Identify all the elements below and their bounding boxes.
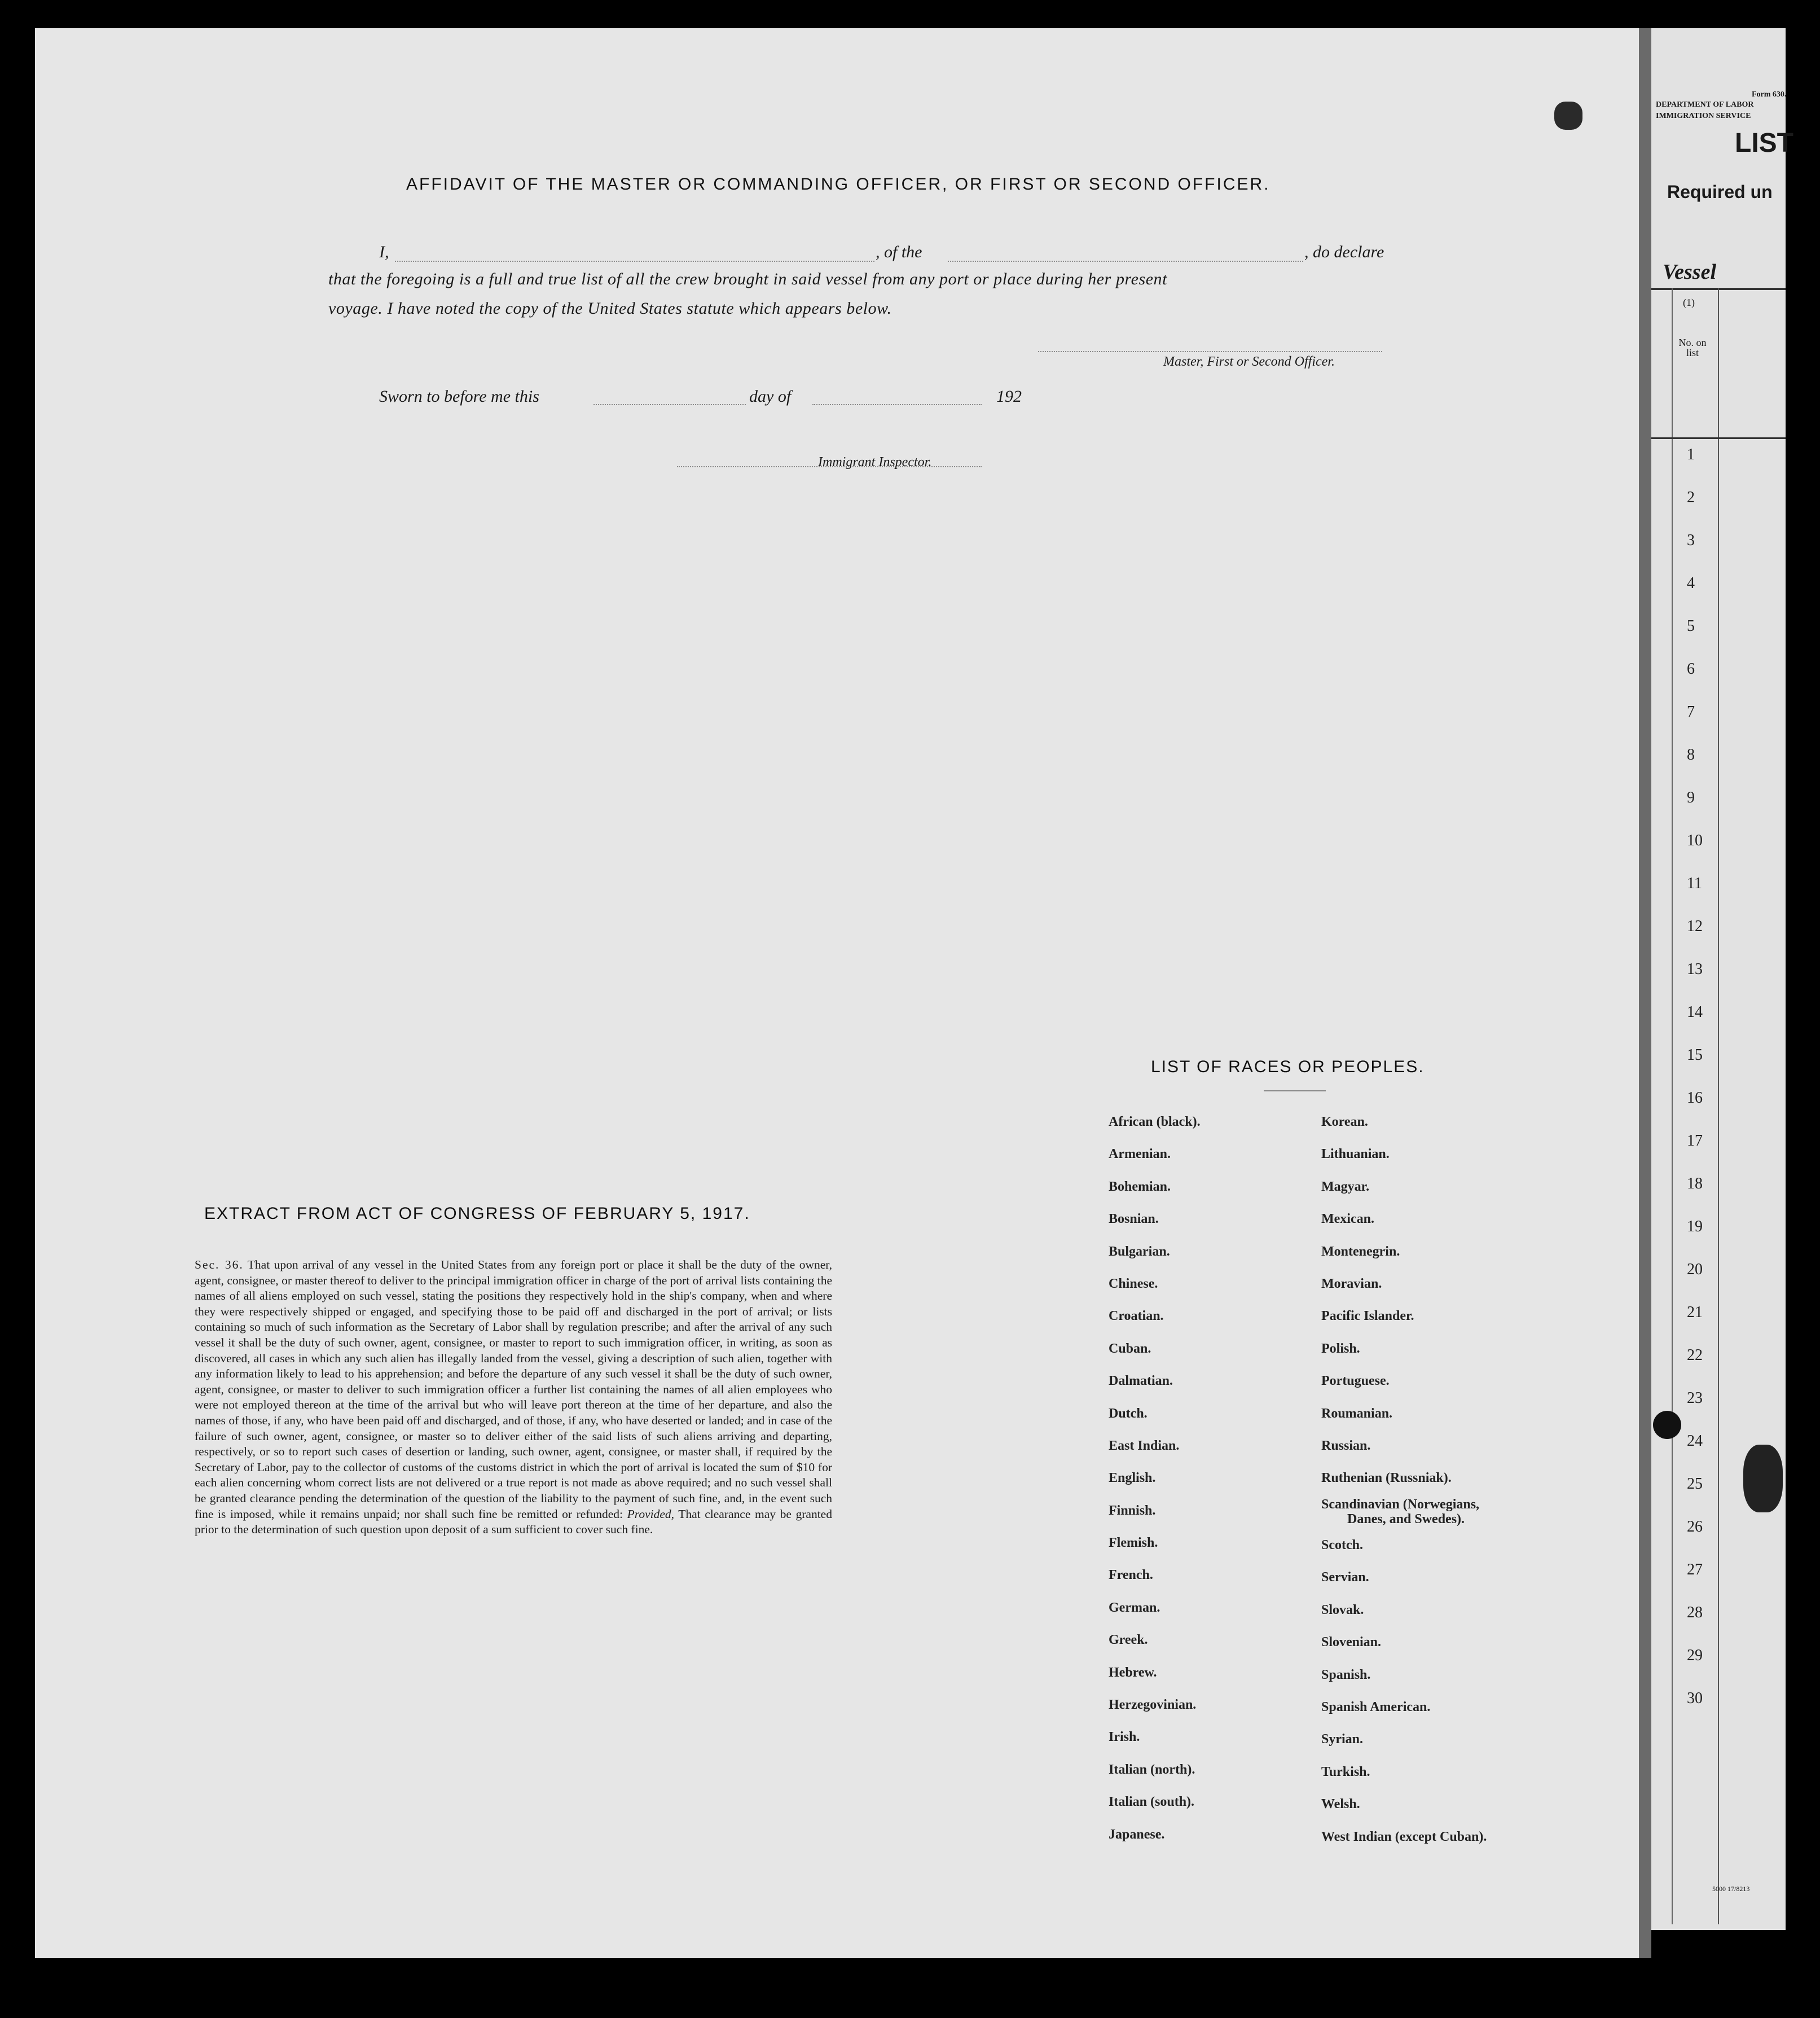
- extract-sec-label: Sec. 36.: [195, 1258, 244, 1271]
- required-under: Required un: [1667, 182, 1773, 202]
- list-title: LIST: [1735, 128, 1793, 158]
- row-number: 12: [1687, 918, 1703, 935]
- race-item: Finnish.: [1109, 1503, 1156, 1518]
- row-number: 25: [1687, 1475, 1703, 1493]
- race-item: Herzegovinian.: [1109, 1697, 1197, 1713]
- column-number: (1): [1683, 297, 1695, 308]
- affidavit-title: AFFIDAVIT OF THE MASTER OR COMMANDING OFFICER, OR FIRST OR SECOND OFFICER.: [406, 175, 1271, 194]
- race-item: English.: [1109, 1471, 1156, 1486]
- race-item: Cuban.: [1109, 1341, 1151, 1356]
- race-item: Scotch.: [1321, 1538, 1363, 1553]
- race-item: Flemish.: [1109, 1536, 1158, 1551]
- master-signature-label: Master, First or Second Officer.: [1163, 354, 1335, 369]
- row-number: 20: [1687, 1261, 1703, 1278]
- race-item: Turkish.: [1321, 1764, 1370, 1779]
- row-number: 22: [1687, 1346, 1703, 1364]
- extract-text-b: That clearance may be granted prior to the determination of such question upon deposit of a sum sufficient to cover such fine.: [195, 1507, 832, 1537]
- row-number: 30: [1687, 1690, 1703, 1707]
- race-item: Chinese.: [1109, 1276, 1158, 1291]
- race-item: Bosnian.: [1109, 1212, 1159, 1227]
- sworn-day-line: [594, 404, 746, 405]
- race-item: [1321, 1495, 1487, 1529]
- race-item: Ruthenian (Russniak).: [1321, 1471, 1452, 1486]
- row-number: 2: [1687, 489, 1695, 506]
- race-scandinavian-cont: Danes, and Swedes).: [1347, 1511, 1465, 1526]
- row-number: 6: [1687, 660, 1695, 678]
- extract-provided: Provided,: [627, 1507, 675, 1521]
- ink-blot-mark: [1743, 1445, 1783, 1512]
- affidavit-line-2: voyage. I have noted the copy of the United States statute which appears below.: [328, 299, 892, 318]
- race-item: Armenian.: [1109, 1147, 1171, 1162]
- race-item: Lithuanian.: [1321, 1147, 1390, 1162]
- row-number: 9: [1687, 789, 1695, 806]
- row-number: 10: [1687, 832, 1703, 849]
- next-page-strip: [1650, 28, 1793, 1930]
- row-number: 23: [1687, 1389, 1703, 1407]
- row-number: 24: [1687, 1432, 1703, 1450]
- race-item: Spanish.: [1321, 1667, 1371, 1682]
- row-number: 26: [1687, 1518, 1703, 1536]
- row-number: 19: [1687, 1218, 1703, 1235]
- race-item: Slovak.: [1321, 1602, 1364, 1617]
- inspector-label: Immigrant Inspector.: [818, 455, 932, 470]
- column-rule: [1718, 288, 1719, 1924]
- affidavit-i: I,: [379, 243, 389, 261]
- extract-body: [195, 1257, 832, 1538]
- race-item: East Indian.: [1109, 1438, 1180, 1453]
- race-item: Portuguese.: [1321, 1374, 1390, 1389]
- race-item: Italian (north).: [1109, 1762, 1195, 1777]
- row-number: 17: [1687, 1132, 1703, 1150]
- affidavit-line-1: that the foregoing is a full and true list of all the crew brought in said vessel from any port or place during her present: [328, 270, 1167, 288]
- form-number: Form 630.: [1752, 90, 1787, 99]
- row-number: 11: [1687, 875, 1702, 892]
- affidavit-do-declare: , do declare: [1304, 243, 1384, 261]
- row-number: 21: [1687, 1304, 1703, 1321]
- form-dept: DEPARTMENT OF LABOR: [1656, 100, 1754, 109]
- race-item: African (black).: [1109, 1115, 1201, 1129]
- affidavit-of-the: , of the: [876, 243, 922, 261]
- column-rule-left: [1672, 288, 1673, 1924]
- race-item: French.: [1109, 1568, 1153, 1583]
- extract-title: EXTRACT FROM ACT OF CONGRESS OF FEBRUARY 5, 1917.: [204, 1204, 750, 1223]
- race-item: Polish.: [1321, 1341, 1360, 1356]
- row-number: 8: [1687, 746, 1695, 764]
- master-name-line: [395, 261, 874, 262]
- row-number: 29: [1687, 1647, 1703, 1664]
- race-item: Pacific Islander.: [1321, 1309, 1414, 1324]
- race-item: Magyar.: [1321, 1179, 1370, 1194]
- race-item: Italian (south).: [1109, 1795, 1195, 1810]
- race-scandinavian: Scandinavian (Norwegians,: [1321, 1497, 1480, 1512]
- master-signature-line: [1038, 351, 1382, 352]
- race-item: Slovenian.: [1321, 1635, 1382, 1650]
- row-number: 18: [1687, 1175, 1703, 1192]
- race-item: Dutch.: [1109, 1406, 1148, 1421]
- row-number: 1: [1687, 446, 1695, 463]
- race-item: Servian.: [1321, 1570, 1369, 1585]
- race-item: Croatian.: [1109, 1309, 1164, 1324]
- sworn-text: Sworn to before me this: [379, 387, 539, 406]
- no-on-list-header: No. on list: [1678, 337, 1707, 358]
- extract-text-a: That upon arrival of any vessel in the United States from any foreign port or place it shall be the duty of the owner, agent, consignee, or master thereof to deliver to the principal immigration officer in charge of the port of arrival lists containing the names of all aliens employed on such vessel, stating the positions they respectively hold in the ship's company, when and where they were respectively shipped or engaged, and specifying those to be paid off and discharged in the port of arrival; or lists containing so much of such information as the Secretary of Labor shall by regulation prescribe; and after the arrival of any such vessel it shall be the duty of such owner, agent, consignee, or master to report to such immigration officer, in writing, as soon as discovered, all cases in which any such alien has illegally landed from the vessel, giving a description of such alien, together with any information likely to lead to his apprehension; and before the departure of any such vessel it shall be the duty of such owner, agent, consignee, or master to deliver to such immigration officer a further list containing the names of all alien employees who were not employed thereon at the time of the arrival but who will leave port thereon at the time of her departure, and also the names of those, if any, who have been paid off and discharged, and of those, if any, who have deserted or landed; and in case of the failure of such owner, agent, consignee, or master so to deliver either of the said lists of such aliens arriving and departing, respectively, or so to report such cases of desertion or landing, such owner, agent, consignee, or master shall, if required by the Secretary of Labor, pay to the collector of customs of the customs district in which the port of arrival is located the sum of $10 for each alien concerning whom correct lists are not delivered or a true report is not made as above required; and no such vessel shall be granted clearance pending the determination of the question of the liability to the payment of such fine, and, in the event such fine is imposed, while it remains unpaid; nor shall such fine be remitted or refunded:: [195, 1258, 832, 1521]
- races-column-2: [1321, 1106, 1487, 1853]
- form-footer-number: 5000 17/8213: [1712, 1885, 1750, 1893]
- race-item: Roumanian.: [1321, 1406, 1393, 1421]
- vessel-label: Vessel: [1663, 260, 1716, 284]
- races-title: LIST OF RACES OR PEOPLES.: [1151, 1058, 1425, 1076]
- row-number: 14: [1687, 1003, 1703, 1021]
- race-item: Hebrew.: [1109, 1665, 1157, 1680]
- race-item: Bulgarian.: [1109, 1244, 1170, 1259]
- race-item: West Indian (except Cuban).: [1321, 1829, 1487, 1844]
- header-bottom-rule: [1650, 437, 1786, 439]
- race-item: Moravian.: [1321, 1276, 1382, 1291]
- row-number: 27: [1687, 1561, 1703, 1578]
- row-number: 15: [1687, 1046, 1703, 1064]
- sworn-month-line: [812, 404, 982, 405]
- row-number: 4: [1687, 574, 1695, 592]
- row-number: 7: [1687, 703, 1695, 721]
- row-number: 28: [1687, 1604, 1703, 1621]
- race-item: Syrian.: [1321, 1732, 1364, 1747]
- races-title-rule: [1264, 1090, 1326, 1091]
- row-number: 3: [1687, 532, 1695, 549]
- race-item: Spanish American.: [1321, 1700, 1431, 1715]
- race-item: German.: [1109, 1600, 1160, 1615]
- row-number: 13: [1687, 960, 1703, 978]
- race-item: Montenegrin.: [1321, 1244, 1400, 1259]
- race-item: Irish.: [1109, 1730, 1140, 1745]
- race-item: Russian.: [1321, 1438, 1371, 1453]
- race-item: Korean.: [1321, 1115, 1368, 1129]
- page-gutter-shadow: [1639, 28, 1651, 1958]
- race-item: Bohemian.: [1109, 1179, 1171, 1194]
- race-item: Welsh.: [1321, 1797, 1360, 1812]
- row-number: 16: [1687, 1089, 1703, 1107]
- race-item: Dalmatian.: [1109, 1374, 1173, 1389]
- sworn-year: 192: [996, 387, 1022, 406]
- sworn-day-of: day of: [749, 387, 792, 406]
- races-column-1: [1109, 1106, 1201, 1851]
- race-item: Greek.: [1109, 1633, 1148, 1648]
- race-item: Japanese.: [1109, 1827, 1165, 1842]
- race-item: Mexican.: [1321, 1212, 1374, 1227]
- torn-corner-mark: [1554, 102, 1582, 130]
- form-service: IMMIGRATION SERVICE: [1656, 112, 1751, 120]
- ink-blot-mark: [1653, 1411, 1681, 1439]
- vessel-name-line: [948, 261, 1303, 262]
- row-number: 5: [1687, 617, 1695, 635]
